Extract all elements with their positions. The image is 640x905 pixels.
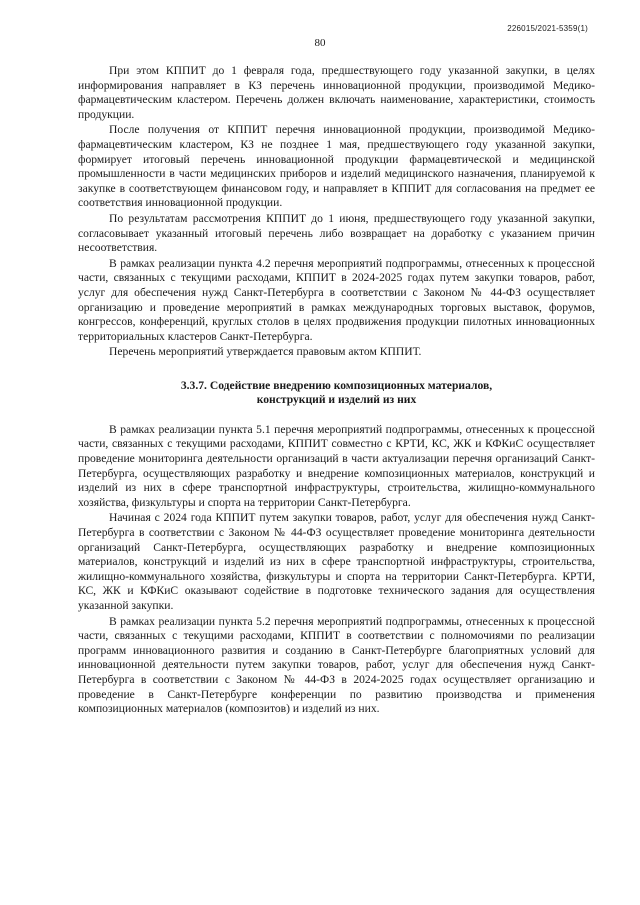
document-number: 226015/2021-5359(1) <box>507 24 588 33</box>
section-heading <box>78 379 595 407</box>
page-number: 80 <box>314 37 326 49</box>
paragraph: В рамках реализации пункта 5.1 перечня мероприятий подпрограммы, отнесенных к процессной части, связанных с текущими расходами, КППИТ совместно с КРТИ, КС, ЖК и КФКиС осуществляет проведение мониторинга деятельности организаций в части актуализации перечня организаций Санкт-Петербурга, осуществляющих разработку и внедрение композиционных материалов, конструкций и изделий из них в сфере транспортной инфраструктуры, строительства, жилищно-коммунального хозяйства, физкультуры и спорта на территории Санкт-Петербурга. <box>78 422 595 509</box>
paragraph: В рамках реализации пункта 4.2 перечня мероприятий подпрограммы, отнесенных к процессной части, связанных с текущими расходами, КППИТ в 2024-2025 годах путем закупки товаров, работ, услуг для обеспечения нужд Санкт-Петербурга в соответствии с Законом № 44-ФЗ осуществляет организацию и проведение мероприятий в рамках международных торговых выставок, форумов, конгрессов, конференций, круглых столов в целях продвижения продукции пилотных инновационных территориальных кластеров Санкт-Петербурга. <box>78 256 595 343</box>
section-heading-line: конструкций и изделий из них <box>256 392 417 406</box>
section-heading-line: 3.3.7. Содействие внедрению композиционных материалов, <box>180 378 493 392</box>
document-body <box>78 64 595 717</box>
paragraph: Начиная с 2024 года КППИТ путем закупки товаров, работ, услуг для обеспечения нужд Санкт-Петербурга в соответствии с Законом № 44-ФЗ осуществляет проведение мониторинга деятельности организаций Санкт-Петербурга, осуществляющих разработку и внедрение композиционных материалов, конструкций и изделий из них в сфере транспортной инфраструктуры, строительства, жилищно-коммунального хозяйства, физкультуры и спорта на территории Санкт-Петербурга. КРТИ, КС, ЖК и КФКиС оказывают содействие в подготовке технического задания для осуществления указанной закупки. <box>78 511 595 612</box>
paragraph: После получения от КППИТ перечня инновационной продукции, производимой Медико-фармацевтическим кластером, КЗ не позднее 1 мая, предшествующего году указанной закупки, формирует итоговый перечень инновационной продукции фармацевтической и медицинской промышленности в части медицинских приборов и изделий медицинского назначения, планируемой к закупке в соответствующем финансовом году, и направляет в КППИТ для согласования на предмет ее соответствия инновационной продукции. <box>78 123 595 210</box>
paragraph: В рамках реализации пункта 5.2 перечня мероприятий подпрограммы, отнесенных к процессной части, связанных с текущими расходами, КППИТ в соответствии с полномочиями по реализации программ инновационного развития и созданию в Санкт-Петербурге благоприятных условий для инновационной деятельности путем закупки товаров, работ, услуг для обеспечения нужд Санкт-Петербурга в соответствии с Законом № 44-ФЗ в 2024-2025 годах осуществляет организацию и проведение в Санкт-Петербурге конференции по развитию производства и применения композиционных материалов (композитов) и изделий из них. <box>78 614 595 716</box>
paragraph: Перечень мероприятий утверждается правовым актом КППИТ. <box>109 345 422 359</box>
paragraph: При этом КППИТ до 1 февраля года, предшествующего году указанной закупки, в целях информирования направляет в КЗ перечень инновационной продукции, производимой Медико-фармацевтическим кластером. Перечень должен включать наименование, характеристики, стоимость продукции. <box>78 64 595 121</box>
paragraph: По результатам рассмотрения КППИТ до 1 июня, предшествующего году указанной закупки, согласовывает указанный итоговый перечень либо возвращает на доработку с указанием причин несоответствия. <box>78 211 595 255</box>
